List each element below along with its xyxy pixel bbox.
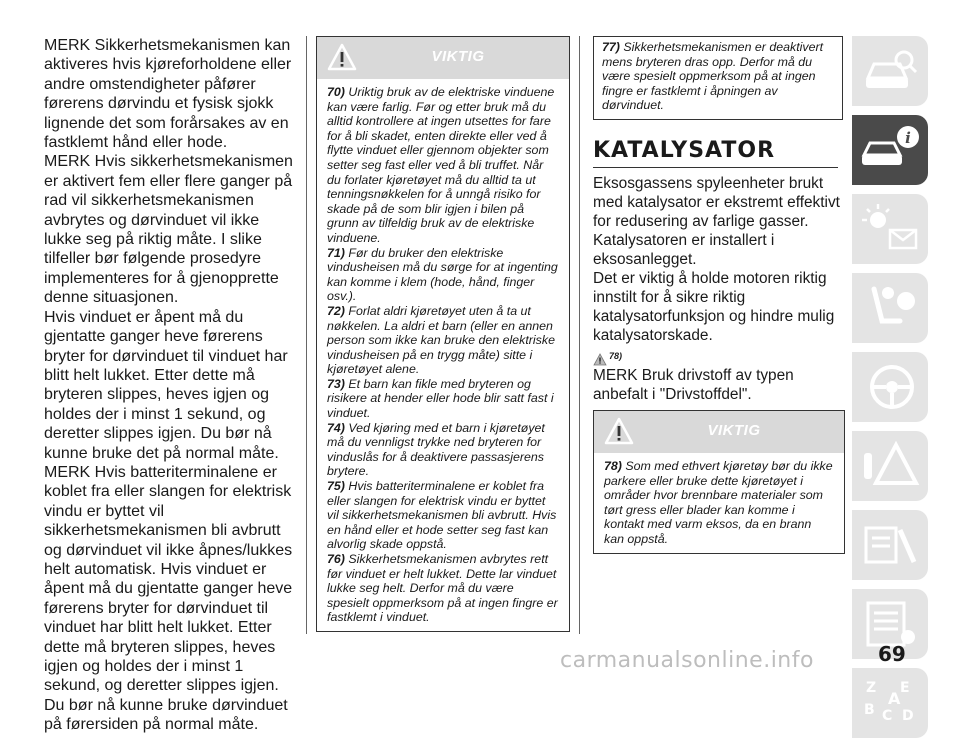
warning-item	[327, 479, 559, 552]
watermark: carmanualsonline.info	[560, 648, 814, 673]
warning-text: Som med ethvert kjøretøy bør du ikke parkere eller bruke dette kjøretøyet i områder hvor brennbare materialer som tørt gress eller blader kan komme i kontakt med varm eksos, da en brann kan oppstå.	[604, 458, 833, 546]
warning-header	[594, 411, 844, 453]
paragraph: MERK Bruk drivstoff av typen anbefalt i "Drivstoffdel".	[593, 366, 794, 403]
paragraph: MERK Sikkerhetsmekanismen kan aktiveres hvis kjøreforholdene eller andre omstendigheter påfører førerens dørvindu et fysisk sjokk lignende det som forårsakes av en fastklemt hånd eller hode.	[44, 37, 292, 152]
ref-number: 72)	[327, 303, 345, 318]
ref-number: 78)	[609, 350, 623, 361]
svg-text:D: D	[902, 708, 914, 724]
tab-driving[interactable]	[852, 352, 928, 422]
tab-maintenance[interactable]	[852, 510, 928, 580]
svg-text:B: B	[864, 702, 875, 718]
tab-warning-lights[interactable]	[852, 194, 928, 264]
warning-text: Et barn kan fikle med bryteren og risikere at hender eller hode blir satt fast i vinduet.	[327, 376, 554, 421]
warning-body	[594, 453, 844, 553]
svg-text:E: E	[900, 680, 910, 696]
ref-number: 78)	[604, 458, 622, 473]
tab-emergency[interactable]	[852, 431, 928, 501]
page-number: 69	[878, 642, 906, 666]
airbag-seat-icon	[860, 281, 920, 335]
maintenance-icon	[860, 518, 920, 572]
warning-reference	[593, 347, 843, 366]
warning-text: Sikkerhetsmekanismen er deaktivert mens bryteren dras opp. Derfor må du være spesielt oppmerksom på at ingen fingre er fastklemt i åpningen av dørvinduet.	[602, 40, 824, 113]
column-1	[44, 36, 296, 735]
warning-item	[327, 246, 559, 304]
column-3	[593, 36, 843, 554]
paragraph: Hvis vinduet er åpent må du gjentatte ganger heve førerens bryter for dørvinduet til vinduet har blitt helt lukket. Etter dette må bryteren slippes, heves igjen og holdes der i minst 1 sekund, og deretter slippes igjen. Du bør nå kunne bruke det på normal måte.	[44, 308, 288, 462]
alphabetical-index-icon	[860, 676, 920, 730]
paragraph: Det er viktig å holde motoren riktig innstilt for å sikre riktig katalysatorfunksjon og hindre mulig katalysatorskade.	[593, 269, 835, 344]
svg-text:i: i	[905, 129, 911, 147]
warning-box-viktig	[593, 410, 845, 554]
section-heading: KATALYSATOR	[593, 138, 838, 168]
warning-item	[327, 421, 559, 479]
svg-text:A: A	[888, 689, 901, 708]
paragraph: Eksosgassens spyleenheter brukt med katalysator er ekstremt effektivt for redusering av farlige gasser. Katalysatoren er installert i eksosanlegget.	[593, 174, 840, 268]
warning-item	[604, 459, 834, 547]
warning-title: VIKTIG	[707, 421, 761, 439]
warning-text: Sikkerhetsmekanismen avbrytes rett før vinduet er helt lukket. Dette lar vinduet lukke seg helt. Derfor må du være spesielt oppmerksom på at ingen fingre er fastklemt i vinduet.	[327, 552, 558, 625]
car-search-icon	[860, 44, 920, 98]
warning-item	[327, 85, 559, 246]
warning-triangle-icon	[593, 353, 607, 366]
chapter-tabs	[852, 36, 928, 747]
warning-text: Uriktig bruk av de elektriske vinduene kan være farlig. Før og etter bruk må du alltid kontrollere at ingen utsettes for fare for å bli skadet, enten direkte eller ved å flytte vinduet eller gjennom objekter som setter seg fast eller ved å bli truffet. Når du forlater kjøretøyet må du alltid ta ut tenningsnøkkelen for å unngå risiko for skade på de som blir igjen i bilen på grunn av tilfeldig bruk av de elektriske vinduene.	[327, 85, 555, 245]
paragraph: MERK Hvis batteriterminalene er koblet fra eller slangen for elektrisk vindu er byttet vil sikkerhetsmekanismen bli avbrutt og dørvinduet vil ikke åpnes/lukkes helt automatisk. Hvis vinduet er åpent må du gjentatte ganger heve førerens bryter for dørvinduet til vinduet har blitt helt lukket. Etter dette må bryteren slippes, heves igjen og holdes der i minst 1 sekund, og deretter slippes igjen. Du bør nå kunne bruke dørvinduet på førersiden på normal måte.	[44, 463, 293, 734]
ref-number: 73)	[327, 376, 345, 391]
column-divider	[306, 36, 307, 634]
warning-box-viktig	[316, 36, 570, 632]
tab-car-info[interactable]	[852, 115, 928, 185]
section-text	[593, 174, 843, 404]
ref-number: 71)	[327, 245, 345, 260]
tab-car-search[interactable]	[852, 36, 928, 106]
ref-number: 70)	[327, 85, 345, 99]
warning-body	[317, 79, 569, 631]
warning-lights-icon	[860, 202, 920, 256]
svg-text:C: C	[882, 708, 893, 724]
ref-number: 77)	[602, 40, 620, 54]
warning-item	[327, 304, 559, 377]
warning-item	[327, 552, 559, 625]
column-divider	[579, 36, 580, 634]
ref-number: 75)	[327, 479, 345, 494]
svg-text:Z: Z	[866, 680, 877, 696]
warning-title: VIKTIG	[431, 48, 485, 65]
steering-wheel-icon	[860, 360, 920, 414]
warning-item	[327, 377, 559, 421]
ref-number: 76)	[327, 552, 345, 566]
tab-index[interactable]	[852, 668, 928, 738]
warning-text: Hvis batteriterminalene er koblet fra eller slangen for elektrisk vindu er byttet vil sikkerhetsmekanismen bli avbrutt. Hvis en hånd eller et hode setter seg fast kan alvorlig skade oppstå.	[327, 479, 557, 552]
tab-safety[interactable]	[852, 273, 928, 343]
warning-text: Før du bruker den elektriske vindusheisen må du sørge for at ingenting kan komme i klem (hode, hånd, finger osv.).	[327, 245, 558, 304]
warning-continuation-box	[593, 36, 843, 120]
car-info-icon	[860, 123, 920, 177]
paragraph: MERK Hvis sikkerhetsmekanismen er aktivert fem eller flere ganger på rad vil sikkerhetsmekanismen avbrytes og dørvinduet vil ikke lukke seg på riktig måte. I slike tilfeller bør følgende prosedyre implementeres for å gjenopprette denne situasjonen.	[44, 153, 293, 307]
emergency-triangle-icon	[860, 439, 920, 493]
warning-text: Forlat aldri kjøretøyet uten å ta ut nøkkelen. La aldri et barn (eller en annen person som ikke kan bruke den elektriske vindusheisen på en trygg måte) sitte i kjøretøyet alene.	[327, 303, 555, 377]
warning-text: Ved kjøring med et barn i kjøretøyet må du vennligst trykke ned bryteren for vinduslås for å deaktivere passasjerens brytere.	[327, 420, 545, 479]
warning-header	[317, 37, 569, 79]
ref-number: 74)	[327, 420, 345, 435]
